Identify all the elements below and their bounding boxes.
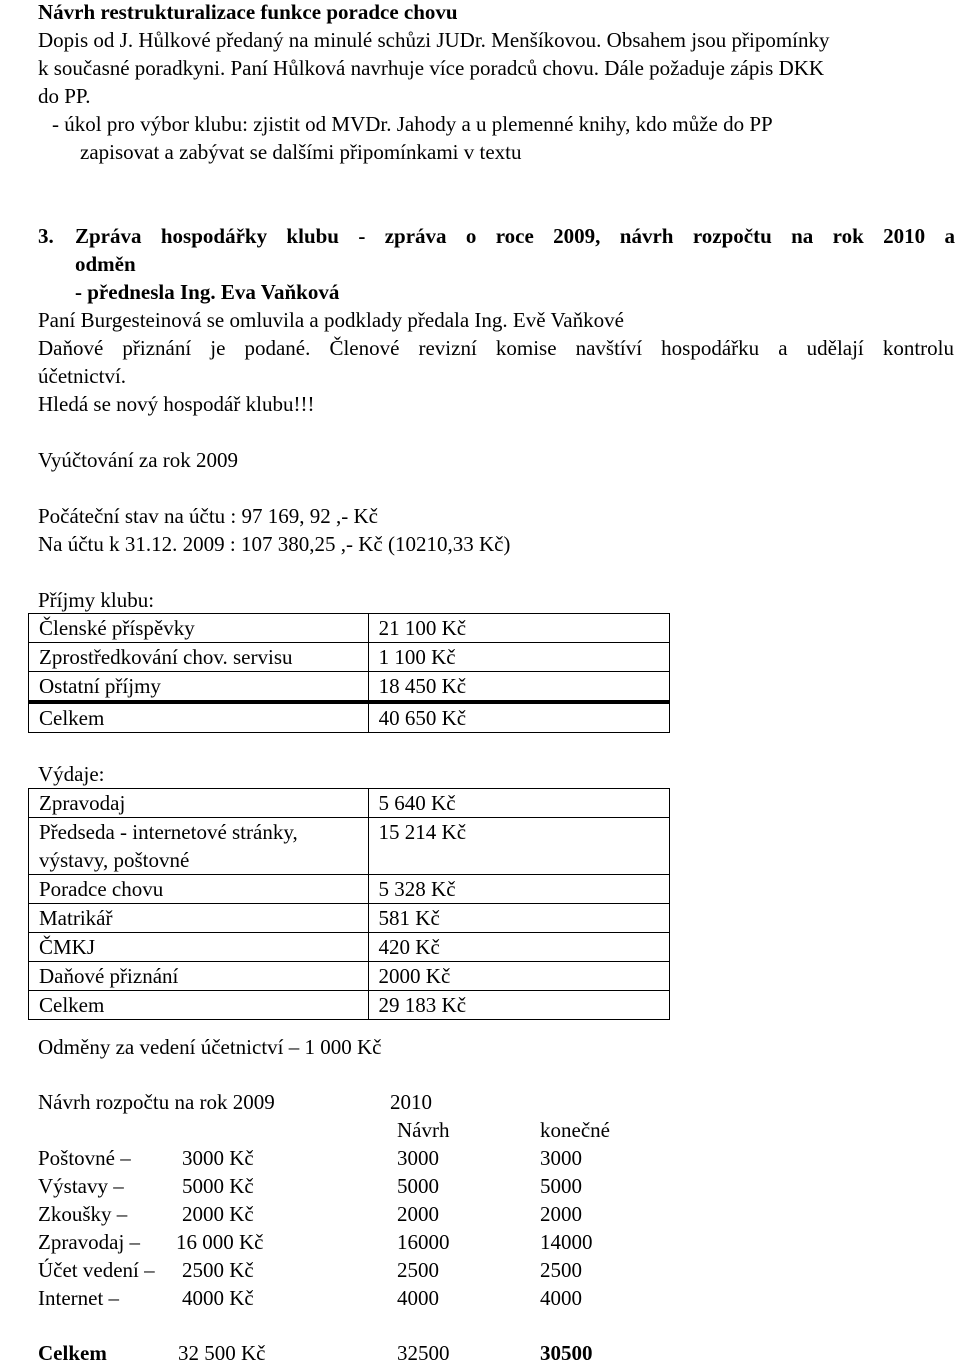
paragraph-line: do PP. [38, 84, 91, 108]
section-heading-restructuring: Návrh restrukturalizace funkce poradce chovu [38, 0, 458, 24]
budget-proposal: 16000 [397, 1230, 450, 1254]
budget-2009: 2000 Kč [182, 1202, 254, 1226]
budget-total-label: Celkem [38, 1341, 107, 1365]
expense-label: Poradce chovu [29, 875, 369, 904]
paragraph-line: Daňové přiznání je podané. Členové revizní komise navštíví hospodářku a udělají kontrolu [38, 336, 954, 360]
expense-label: Matrikář [29, 904, 369, 933]
paragraph-line: k současné poradkyni. Paní Hůlková navrhuje více poradců chovu. Dále požaduje zápis DKK [38, 56, 825, 80]
accounting-reward: Odměny za vedení účetnictví – 1 000 Kč [38, 1035, 382, 1059]
budget-label: Poštovné – [38, 1146, 131, 1170]
expense-value: 5 328 Kč [368, 875, 669, 904]
table-row [29, 962, 670, 991]
budget-year: 2010 [390, 1090, 432, 1114]
table-row [29, 818, 670, 875]
expense-label: ČMKJ [29, 933, 369, 962]
expense-total-label: Celkem [29, 991, 369, 1020]
income-value: 21 100 Kč [368, 614, 669, 643]
expense-label: Předseda - internetové stránky, výstavy, poštovné [29, 818, 369, 875]
expense-label: Zpravodaj [29, 789, 369, 818]
expense-label: Daňové přiznání [29, 962, 369, 991]
expense-value: 420 Kč [368, 933, 669, 962]
budget-2009: 16 000 Kč [176, 1230, 264, 1254]
income-value: 18 450 Kč [368, 672, 669, 703]
budget-2009: 4000 Kč [182, 1286, 254, 1310]
budget-final: 2000 [540, 1202, 582, 1226]
income-total-value: 40 650 Kč [368, 702, 669, 733]
section-heading-continuation: odměn [75, 252, 136, 276]
budget-final: 14000 [540, 1230, 593, 1254]
budget-label: Výstavy – [38, 1174, 124, 1198]
budget-final: 4000 [540, 1286, 582, 1310]
table-row [29, 933, 670, 962]
presenter: - přednesla Ing. Eva Vaňková [75, 280, 340, 304]
paragraph-line: Paní Burgesteinová se omluvila a podklady předala Ing. Evě Vaňkové [38, 308, 624, 332]
expense-value: 15 214 Kč [368, 818, 669, 875]
expense-value: 2000 Kč [368, 962, 669, 991]
budget-total-proposal: 32500 [397, 1341, 450, 1365]
section-heading-treasurer: Zpráva hospodářky klubu - zpráva o roce 2009, návrh rozpočtu na rok 2010 a [75, 224, 955, 248]
income-total-label: Celkem [29, 702, 369, 733]
income-value: 1 100 Kč [368, 643, 669, 672]
table-row [29, 875, 670, 904]
budget-final: 3000 [540, 1146, 582, 1170]
budget-final: 5000 [540, 1174, 582, 1198]
budget-label: Zpravodaj – [38, 1230, 141, 1254]
income-title: Příjmy klubu: [38, 588, 155, 612]
budget-2009: 3000 Kč [182, 1146, 254, 1170]
budget-proposal: 3000 [397, 1146, 439, 1170]
table-row [29, 904, 670, 933]
budget-total-final: 30500 [540, 1341, 593, 1365]
budget-col-proposal: Návrh [397, 1118, 450, 1142]
budget-label: Zkoušky – [38, 1202, 128, 1226]
budget-proposal: 4000 [397, 1286, 439, 1310]
task-item-continuation: zapisovat a zabývat se dalšími připomínkami v textu [80, 140, 522, 164]
table-row [29, 789, 670, 818]
task-item: - úkol pro výbor klubu: zjistit od MVDr. Jahody a u plemenné knihy, kdo může do PP [52, 112, 773, 136]
end-balance: Na účtu k 31.12. 2009 : 107 380,25 ,- Kč (10210,33 Kč) [38, 532, 511, 556]
table-row-total [29, 991, 670, 1020]
budget-proposal: 2000 [397, 1202, 439, 1226]
start-balance: Počáteční stav na účtu : 97 169, 92 ,- Kč [38, 504, 378, 528]
table-row [29, 614, 670, 643]
table-row [29, 672, 670, 703]
expense-total-value: 29 183 Kč [368, 991, 669, 1020]
section-number: 3. [38, 224, 54, 248]
settlement-heading: Vyúčtování za rok 2009 [38, 448, 239, 472]
table-row [29, 643, 670, 672]
budget-proposal: 5000 [397, 1174, 439, 1198]
paragraph-line: Dopis od J. Hůlkové předaný na minulé schůzi JUDr. Menšíkovou. Obsahem jsou připomínky [38, 28, 830, 52]
expense-value: 581 Kč [368, 904, 669, 933]
budget-2009: 2500 Kč [182, 1258, 254, 1282]
income-label: Zprostředkování chov. servisu [29, 643, 369, 672]
budget-final: 2500 [540, 1258, 582, 1282]
budget-total-2009: 32 500 Kč [178, 1341, 266, 1365]
budget-col-final: konečné [540, 1118, 610, 1142]
budget-proposal: 2500 [397, 1258, 439, 1282]
income-table [28, 613, 670, 733]
budget-label: Internet – [38, 1286, 120, 1310]
expenses-table [28, 788, 670, 1020]
budget-header: Návrh rozpočtu na rok 2009 [38, 1090, 275, 1114]
income-label: Členské příspěvky [29, 614, 369, 643]
expenses-title: Výdaje: [38, 762, 105, 786]
budget-label: Účet vedení – [38, 1258, 155, 1282]
paragraph-line: Hledá se nový hospodář klubu!!! [38, 392, 315, 416]
paragraph-line: účetnictví. [38, 364, 127, 388]
expense-value: 5 640 Kč [368, 789, 669, 818]
budget-2009: 5000 Kč [182, 1174, 254, 1198]
income-label: Ostatní příjmy [29, 672, 369, 703]
table-row-total [29, 702, 670, 733]
